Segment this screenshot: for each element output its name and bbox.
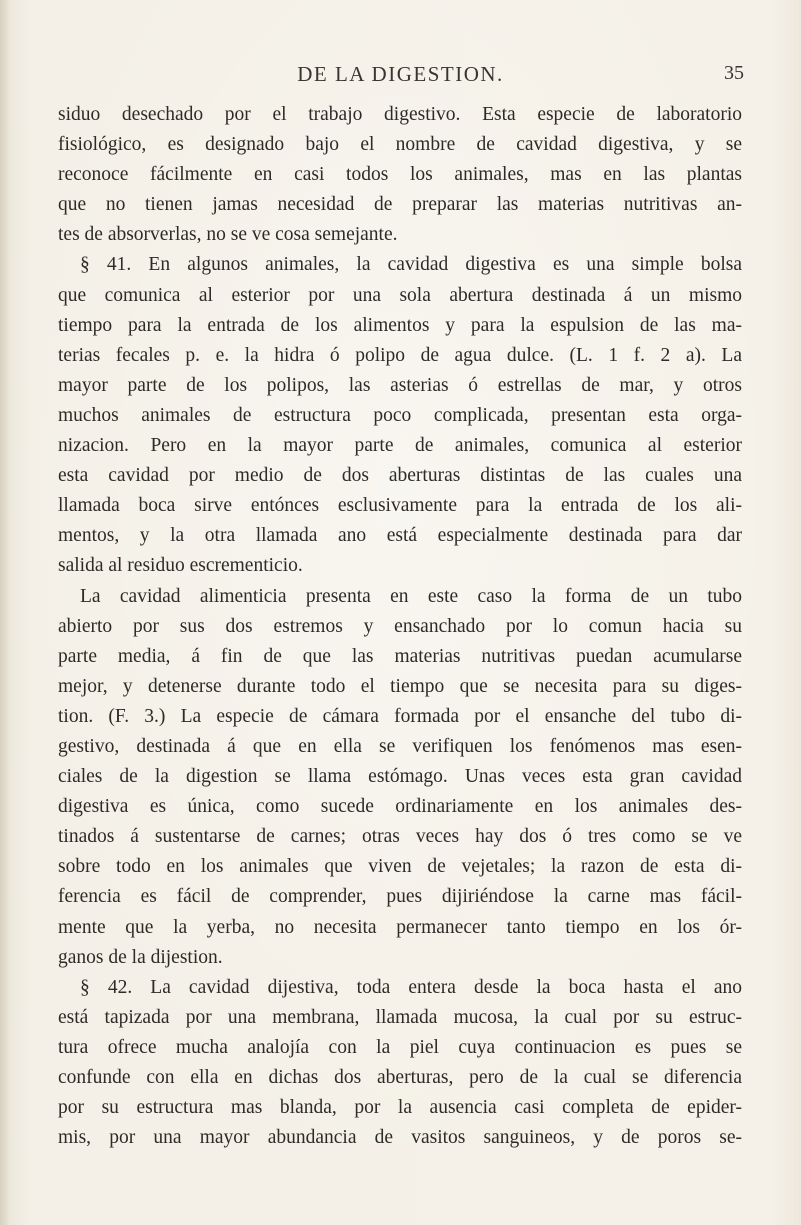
text-line: tion. (F. 3.) La especie de cámara formada por el ensanche del tubo di-	[58, 705, 742, 727]
text-line: esta cavidad por medio de dos aberturas distintas de las cuales una	[58, 465, 742, 487]
text-line: nizacion. Pero en la mayor parte de animales, comunica al esterior	[58, 435, 742, 457]
text-line: muchos animales de estructura poco complicada, presentan esta orga-	[58, 404, 742, 426]
text-line: confunde con ella en dichas dos aberturas, pero de la cual se diferencia	[58, 1067, 742, 1088]
text-line: mayor parte de los polipos, las asterias ó estrellas de mar, y otros	[58, 374, 742, 396]
text-line: reconoce fácilmente en casi todos los animales, mas en las plantas	[58, 164, 742, 186]
text-line: tes de absorverlas, no se ve cosa semejante.	[58, 224, 398, 246]
text-line: salida al residuo escrementicio.	[58, 555, 303, 577]
text-line: llamada boca sirve entónces esclusivamente para la entrada de los ali-	[58, 495, 742, 517]
text-line: fisiológico, es designado bajo el nombre de cavidad digestiva, y se	[58, 134, 742, 156]
text-line: tura ofrece mucha analojía con la piel cuya continuacion es pues se	[58, 1036, 742, 1058]
running-title: DE LA DIGESTION.	[297, 62, 504, 86]
text-line: siduo desechado por el trabajo digestivo. Esta especie de laboratorio	[58, 104, 742, 125]
text-line: sobre todo en los animales que viven de vejetales; la razon de esta di-	[58, 856, 742, 878]
text-line: terias fecales p. e. la hidra ó polipo de agua dulce. (L. 1 f. 2 a). La	[58, 344, 742, 366]
text-line: tinados á sustentarse de carnes; otras veces hay dos ó tres como se ve	[58, 826, 742, 848]
running-head	[0, 62, 801, 92]
text-line: mejor, y detenerse durante todo el tiempo que se necesita para su diges-	[58, 675, 742, 697]
paragraph-41-start: § 41. En algunos animales, la cavidad digestiva es una simple bolsa	[80, 254, 742, 276]
text-line: ferencia es fácil de comprender, pues dijiriéndose la carne mas fácil-	[58, 886, 742, 908]
text-line: gestivo, destinada á que en ella se verifiquen los fenómenos mas esen-	[58, 735, 742, 757]
text-line: que no tienen jamas necesidad de preparar las materias nutritivas an-	[58, 194, 742, 216]
text-line: ganos de la dijestion.	[58, 946, 223, 968]
paragraph-start: La cavidad alimenticia presenta en este caso la forma de un tubo	[80, 585, 742, 607]
page-number: 35	[724, 62, 744, 84]
paragraph-42-start: § 42. La cavidad dijestiva, toda entera desde la boca hasta el ano	[80, 976, 742, 998]
text-line: mentos, y la otra llamada ano está especialmente destinada para dar	[58, 525, 742, 547]
text-line: parte media, á fin de que las materias nutritivas puedan acumularse	[58, 645, 742, 667]
body-text	[58, 100, 742, 1153]
text-line: digestiva es única, como sucede ordinariamente en los animales des-	[58, 796, 742, 818]
text-line: que comunica al esterior por una sola abertura destinada á un mismo	[58, 284, 742, 306]
text-line: por su estructura mas blanda, por la ausencia casi completa de epider-	[58, 1097, 742, 1119]
text-line: ciales de la digestion se llama estómago. Unas veces esta gran cavidad	[58, 766, 742, 788]
text-line: mis, por una mayor abundancia de vasitos sanguineos, y de poros se-	[58, 1127, 742, 1149]
text-line: está tapizada por una membrana, llamada mucosa, la cual por su estruc-	[58, 1006, 742, 1028]
text-line: abierto por sus dos estremos y ensanchado por lo comun hacia su	[58, 615, 742, 637]
text-line: tiempo para la entrada de los alimentos y para la espulsion de las ma-	[58, 314, 742, 336]
page-edge-shadow	[0, 0, 10, 1225]
text-line: mente que la yerba, no necesita permanecer tanto tiempo en los ór-	[58, 916, 742, 938]
